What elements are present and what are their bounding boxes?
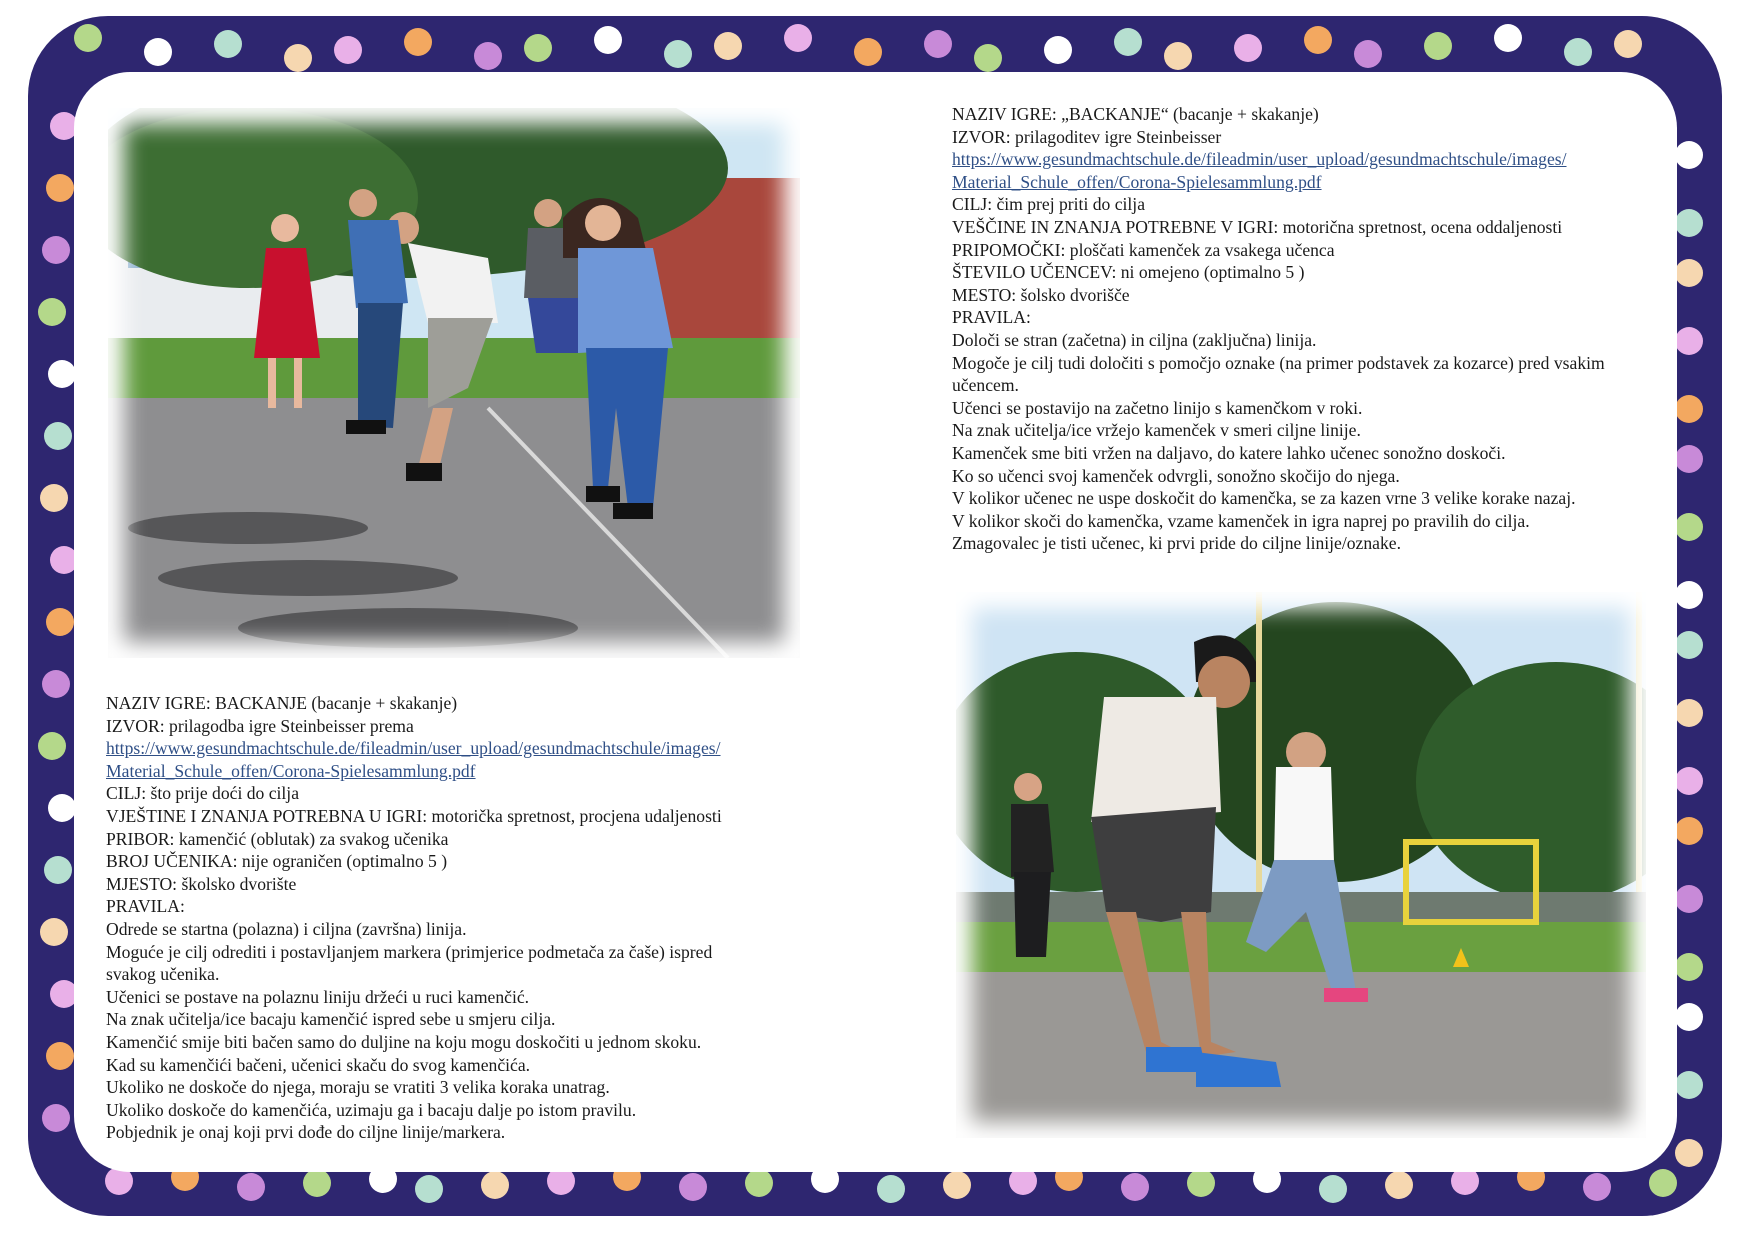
decorative-dot (1424, 32, 1452, 60)
photo-boys-jumping-court (956, 592, 1646, 1138)
hr-line: BROJ UČENIKA: nije ograničen (optimalno 5 ) (106, 851, 448, 872)
decorative-dot (46, 608, 74, 636)
decorative-dot (46, 1042, 74, 1070)
decorative-dot (40, 484, 68, 512)
decorative-dot (1675, 445, 1703, 473)
decorative-dot (1675, 395, 1703, 423)
decorative-dot (1675, 513, 1703, 541)
decorative-dot (415, 1175, 443, 1203)
decorative-dot (1675, 953, 1703, 981)
sl-source: IZVOR: prilagoditev igre Steinbeisser (952, 126, 1222, 147)
decorative-dot (1121, 1173, 1149, 1201)
slovenian-game-description (952, 103, 1605, 555)
decorative-dot (714, 32, 742, 60)
hr-source: IZVOR: prilagodba igre Steinbeisser prema (106, 715, 414, 736)
decorative-dot (1675, 817, 1703, 845)
decorative-dot (784, 24, 812, 52)
decorative-dot (1187, 1169, 1215, 1197)
hr-line: Pobjednik je onaj koji prvi dođe do ciljne linije/markera. (106, 1122, 506, 1143)
decorative-dot (974, 44, 1002, 72)
decorative-dot (1675, 581, 1703, 609)
hr-line: svakog učenika. (106, 964, 220, 985)
decorative-dot (237, 1173, 265, 1201)
decorative-dot (745, 1169, 773, 1197)
decorative-dot (481, 1171, 509, 1199)
decorative-dot (48, 360, 76, 388)
grass (956, 922, 1646, 972)
sl-line: učencem. (952, 375, 1019, 396)
decorative-dot (1675, 1071, 1703, 1099)
decorative-dot (214, 30, 242, 58)
photo-schoolyard-group-jumping (108, 108, 800, 658)
decorative-dot (1354, 40, 1382, 68)
sl-line: ŠTEVILO UČENCEV: ni omejeno (optimalno 5 ) (952, 262, 1305, 283)
hr-line: Kad su kamenčići bačeni, učenici skaču do svog kamenčića. (106, 1054, 531, 1075)
sl-line: Učenci se postavijo na začetno linijo s kamenčkom v roki. (952, 397, 1363, 418)
sl-line: Na znak učitelja/ice vržejo kamenček v smeri ciljne linije. (952, 420, 1361, 441)
decorative-dot (144, 38, 172, 66)
decorative-dot (1675, 209, 1703, 237)
hr-line: CILJ: što prije doći do cilja (106, 783, 300, 804)
hr-line: Kamenčić smije biti bačen samo do duljine na koju mogu doskočiti u jednom skoku. (106, 1031, 702, 1052)
decorative-dot (404, 28, 432, 56)
hr-line: MJESTO: školsko dvorište (106, 873, 297, 894)
decorative-dot (524, 34, 552, 62)
sl-line: V kolikor učenec ne uspe doskočit do kamenčka, se za kazen vrne 3 velike korake nazaj. (952, 488, 1576, 509)
decorative-dot (1675, 631, 1703, 659)
decorative-dot (40, 918, 68, 946)
decorative-dot (1044, 36, 1072, 64)
hr-line: Odrede se startna (polazna) i ciljna (završna) linija. (106, 918, 467, 939)
hr-line: VJEŠTINE I ZNANJA POTREBNA U IGRI: motorička spretnost, procjena udaljenosti (106, 805, 722, 826)
hr-line: Ukoliko doskoče do kamenčića, uzimaju ga i bacaju dalje po istom pravilu. (106, 1099, 637, 1120)
hr-line: Moguće je cilj odrediti i postavljanjem markera (primjerice podmetača za čaše) ispred (106, 941, 713, 962)
decorative-dot (284, 44, 312, 72)
sl-source-link-cont[interactable]: Material_Schule_offen/Corona-Spielesammlung.pdf (952, 171, 1322, 192)
decorative-dot (1649, 1169, 1677, 1197)
decorative-dot (303, 1169, 331, 1197)
hr-line: Na znak učitelja/ice bacaju kamenčić ispred sebe u smjeru cilja. (106, 1009, 556, 1030)
decorative-dot (943, 1171, 971, 1199)
decorative-dot (48, 794, 76, 822)
decorative-dot (474, 42, 502, 70)
hr-title: NAZIV IGRE: BACKANJE (bacanje + skakanje) (106, 693, 458, 713)
hr-line: Ukoliko ne doskoče do njega, moraju se vratiti 3 velika koraka unatrag. (106, 1077, 610, 1098)
decorative-dot (1385, 1171, 1413, 1199)
decorative-dot (1564, 38, 1592, 66)
sl-line: MESTO: šolsko dvorišče (952, 284, 1130, 305)
hr-source-link[interactable]: https://www.gesundmachtschule.de/fileadmin/user_upload/gesundmachtschule/images/ (106, 738, 721, 759)
sl-line: Določi se stran (začetna) in ciljna (zaključna) linija. (952, 329, 1317, 350)
decorative-dot (1675, 1139, 1703, 1167)
decorative-dot (38, 298, 66, 326)
sl-title: NAZIV IGRE: „BACKANJE“ (bacanje + skakanje) (952, 104, 1319, 124)
sl-source-link[interactable]: https://www.gesundmachtschule.de/fileadmin/user_upload/gesundmachtschule/images/ (952, 149, 1567, 170)
sl-line: PRAVILA: (952, 307, 1031, 328)
decorative-dot (1675, 327, 1703, 355)
sl-line: PRIPOMOČKI: ploščati kamenček za vsakega učenca (952, 239, 1335, 260)
croatian-game-description (106, 692, 722, 1144)
decorative-dot (924, 30, 952, 58)
decorative-dot (38, 732, 66, 760)
photo-2-image (956, 592, 1646, 1138)
hr-line: PRAVILA: (106, 896, 185, 917)
decorative-dot (664, 40, 692, 68)
sl-line: V kolikor skoči do kamenčka, vzame kamenček in igra naprej po pravilih do cilja. (952, 510, 1530, 531)
photo-1-image (108, 108, 800, 658)
sl-line: Mogoče je cilj tudi določiti s pomočjo oznake (na primer podstavek za kozarce) pred vsakim (952, 352, 1605, 373)
decorative-dot (1494, 24, 1522, 52)
decorative-dot (44, 422, 72, 450)
decorative-dot (594, 26, 622, 54)
decorative-dot (46, 174, 74, 202)
decorative-dot (42, 670, 70, 698)
sl-line: Zmagovalec je tisti učenec, ki prvi pride do ciljne linije/oznake. (952, 533, 1401, 554)
decorative-dot (1164, 42, 1192, 70)
decorative-dot (1675, 259, 1703, 287)
decorative-dot (1675, 885, 1703, 913)
decorative-dot (679, 1173, 707, 1201)
decorative-dot (1583, 1173, 1611, 1201)
decorative-dot (42, 236, 70, 264)
decorative-dot (1675, 1003, 1703, 1031)
decorative-dot (44, 856, 72, 884)
decorative-dot (1614, 30, 1642, 58)
sl-line: Ko so učenci svoj kamenček odvrgli, sonožno skočijo do njega. (952, 465, 1400, 486)
sl-line: VEŠČINE IN ZNANJA POTREBNE V IGRI: motorična spretnost, ocena oddaljenosti (952, 216, 1563, 237)
sl-line: CILJ: čim prej priti do cilja (952, 194, 1145, 215)
decorative-dot (1234, 34, 1262, 62)
decorative-dot (74, 24, 102, 52)
decorative-dot (1675, 141, 1703, 169)
hr-source-link-cont[interactable]: Material_Schule_offen/Corona-Spielesammlung.pdf (106, 760, 476, 781)
decorative-dot (1675, 767, 1703, 795)
decorative-dot (334, 36, 362, 64)
decorative-dot (1114, 28, 1142, 56)
decorative-dot (854, 38, 882, 66)
decorative-dot (42, 1104, 70, 1132)
decorative-dot (1304, 26, 1332, 54)
sl-line: Kamenček sme biti vržen na daljavo, do katere lahko učenec sonožno doskoči. (952, 442, 1506, 463)
decorative-dot (1319, 1175, 1347, 1203)
decorative-dot (1675, 699, 1703, 727)
court (956, 972, 1646, 1138)
hr-line: Učenici se postave na polaznu liniju držeći u ruci kamenčić. (106, 986, 530, 1007)
decorative-dot (877, 1175, 905, 1203)
hr-line: PRIBOR: kamenčić (oblutak) za svakog učenika (106, 828, 449, 849)
